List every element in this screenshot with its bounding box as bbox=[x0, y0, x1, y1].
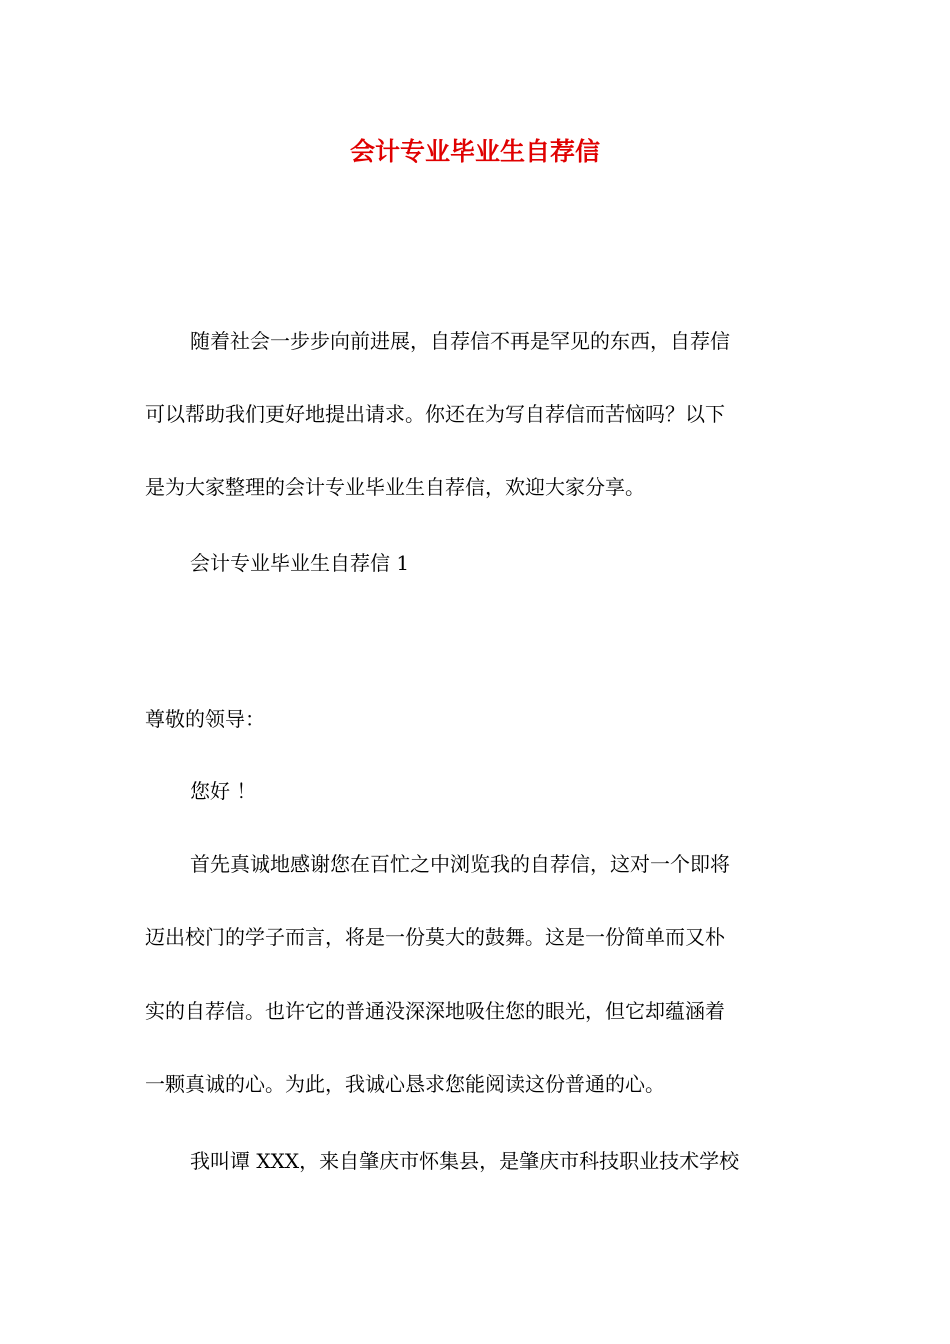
intro-line-3: 是为大家整理的会计专业毕业生自荐信，欢迎大家分享。 bbox=[145, 475, 645, 499]
greeting: 您好 ！ bbox=[190, 779, 257, 803]
paragraph-2-line-1: 我叫谭 XXX，来自肇庆市怀集县，是肇庆市科技职业技术学校 bbox=[190, 1149, 740, 1173]
intro-line-2: 可以帮助我们更好地提出请求。你还在为写自荐信而苦恼吗？以下 bbox=[145, 402, 725, 426]
paragraph-1-line-4: 一颗真诚的心。为此，我诚心恳求您能阅读这份普通的心。 bbox=[145, 1072, 665, 1096]
paragraph-1-line-3: 实的自荐信。也许它的普通没深深地吸住您的眼光，但它却蕴涵着 bbox=[145, 999, 725, 1023]
paragraph-1-line-1: 首先真诚地感谢您在百忙之中浏览我的自荐信，这对一个即将 bbox=[190, 852, 730, 876]
section-heading: 会计专业毕业生自荐信 1 bbox=[190, 551, 410, 575]
salutation: 尊敬的领导： bbox=[145, 707, 265, 731]
document-title: 会计专业毕业生自荐信 bbox=[349, 137, 600, 166]
intro-line-1: 随着社会一步步向前进展，自荐信不再是罕见的东西，自荐信 bbox=[190, 329, 730, 353]
paragraph-1-line-2: 迈出校门的学子而言，将是一份莫大的鼓舞。这是一份简单而又朴 bbox=[145, 925, 725, 949]
